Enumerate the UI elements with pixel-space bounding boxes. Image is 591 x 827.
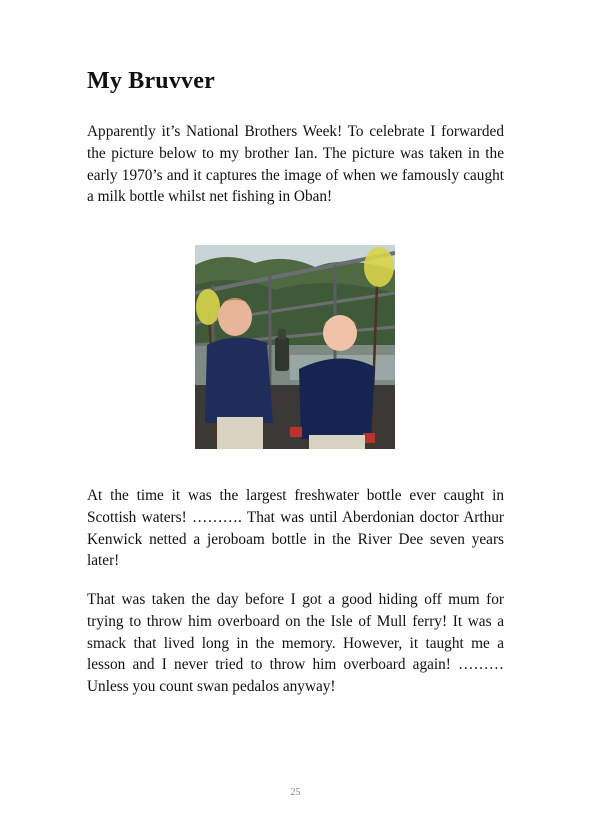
page-number: 25: [290, 787, 301, 798]
page-title: My Bruvver: [87, 68, 215, 94]
brothers-photo: [195, 245, 395, 449]
bottle-record-paragraph: At the time it was the largest freshwater bottle ever caught in Scottish waters! ………. That was until Aberdonian doctor Arthur Kenwick netted a jeroboam bottle in the River Dee seven years later!: [87, 487, 504, 570]
intro-paragraph: Apparently it’s National Brothers Week! To celebrate I forwarded the picture below to my brother Ian. The picture was taken in the early 1970’s and it captures the image of when we famously caught a milk bottle whilst net fishing in Oban!: [87, 123, 504, 206]
ferry-story-paragraph: That was taken the day before I got a good hiding off mum for trying to throw him overboard on the Isle of Mull ferry! It was a smack that lived long in the memory. However, it taught me a lesson and I never tried to throw him overboard again! ……… Unless you count swan pedalos anyway!: [87, 591, 504, 696]
